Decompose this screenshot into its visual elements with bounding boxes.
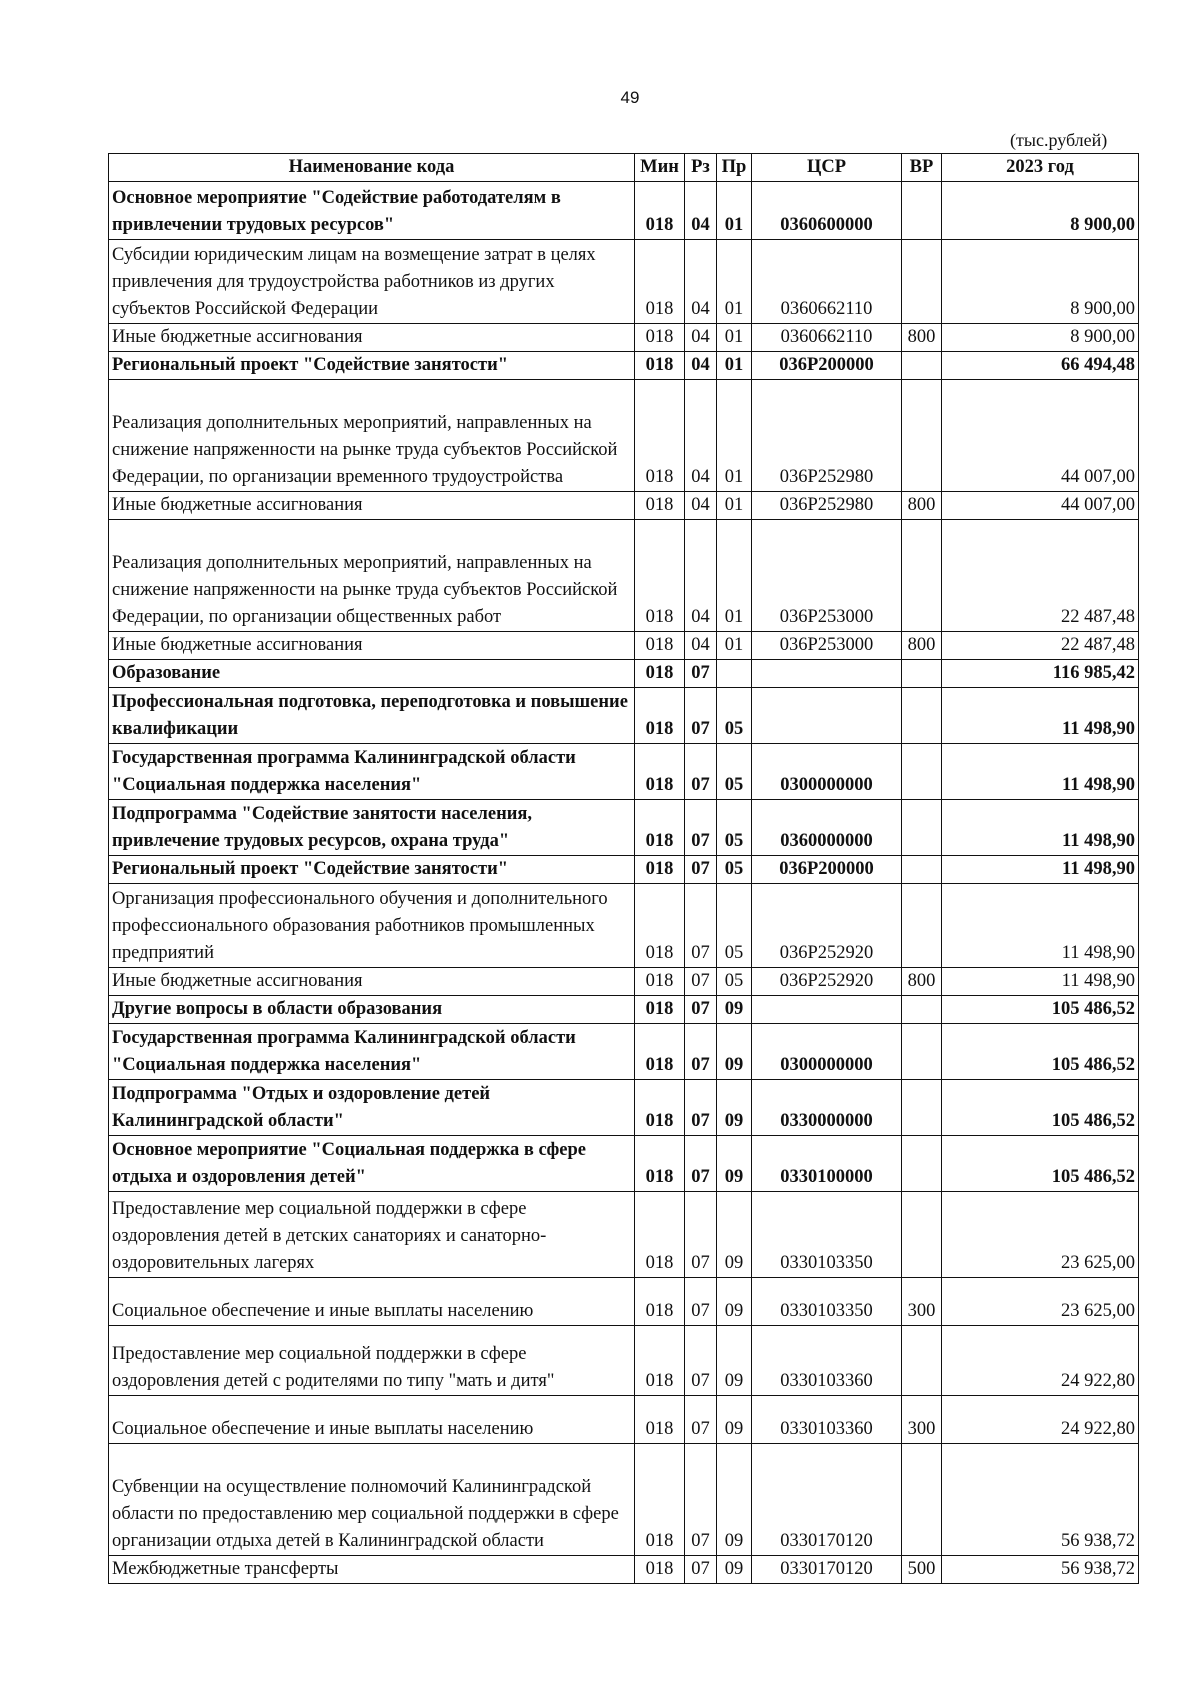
header-vr: ВР <box>902 154 942 182</box>
cell-pr: 09 <box>717 1444 752 1556</box>
cell-pr: 09 <box>717 1136 752 1192</box>
cell-amount: 11 498,90 <box>942 800 1139 856</box>
table-row <box>109 1556 1139 1584</box>
cell-csr: 036P252920 <box>752 968 902 996</box>
cell-csr: 0360662110 <box>752 324 902 352</box>
cell-min: 018 <box>635 1278 685 1326</box>
cell-csr: 0330000000 <box>752 1080 902 1136</box>
table-row <box>109 1136 1139 1192</box>
header-year: 2023 год <box>942 154 1139 182</box>
units-label: (тыс.рублей) <box>1010 130 1108 150</box>
cell-vr: 300 <box>902 1278 942 1326</box>
cell-pr: 05 <box>717 884 752 968</box>
cell-pr: 05 <box>717 688 752 744</box>
header-min: Мин <box>635 154 685 182</box>
cell-rz: 07 <box>685 1024 717 1080</box>
cell-pr: 01 <box>717 352 752 380</box>
cell-min: 018 <box>635 632 685 660</box>
cell-csr: 0330103360 <box>752 1326 902 1396</box>
cell-amount: 56 938,72 <box>942 1556 1139 1584</box>
cell-csr: 0360662110 <box>752 240 902 324</box>
table-row <box>109 744 1139 800</box>
header-pr: Пр <box>717 154 752 182</box>
cell-amount: 11 498,90 <box>942 744 1139 800</box>
cell-min: 018 <box>635 1080 685 1136</box>
cell-name: Социальное обеспечение и иные выплаты населению <box>109 1396 635 1444</box>
cell-csr: 0300000000 <box>752 744 902 800</box>
table-row <box>109 1326 1139 1396</box>
cell-min: 018 <box>635 380 685 492</box>
cell-amount: 24 922,80 <box>942 1326 1139 1396</box>
cell-vr <box>902 380 942 492</box>
cell-rz: 04 <box>685 380 717 492</box>
cell-csr: 036P252920 <box>752 884 902 968</box>
cell-pr: 01 <box>717 380 752 492</box>
cell-vr <box>902 520 942 632</box>
table-row <box>109 324 1139 352</box>
cell-pr: 05 <box>717 744 752 800</box>
cell-vr <box>902 182 942 240</box>
cell-csr: 036P252980 <box>752 380 902 492</box>
table-row <box>109 688 1139 744</box>
cell-min: 018 <box>635 884 685 968</box>
cell-rz: 04 <box>685 520 717 632</box>
table-row <box>109 1080 1139 1136</box>
cell-name: Иные бюджетные ассигнования <box>109 968 635 996</box>
cell-name: Субвенции на осуществление полномочий Калининградской области по предоставлению мер социальной поддержки в сфере организации отдыха детей в Калининградской области <box>109 1444 635 1556</box>
cell-rz: 07 <box>685 996 717 1024</box>
cell-amount: 105 486,52 <box>942 1136 1139 1192</box>
cell-rz: 07 <box>685 800 717 856</box>
cell-csr: 0360600000 <box>752 182 902 240</box>
cell-vr: 800 <box>902 968 942 996</box>
cell-amount: 23 625,00 <box>942 1278 1139 1326</box>
cell-min: 018 <box>635 324 685 352</box>
cell-rz: 07 <box>685 660 717 688</box>
cell-min: 018 <box>635 520 685 632</box>
cell-vr: 500 <box>902 1556 942 1584</box>
table-row <box>109 800 1139 856</box>
cell-amount: 105 486,52 <box>942 996 1139 1024</box>
cell-pr: 09 <box>717 1326 752 1396</box>
cell-amount: 8 900,00 <box>942 240 1139 324</box>
cell-rz: 07 <box>685 1278 717 1326</box>
cell-csr: 0330103360 <box>752 1396 902 1444</box>
cell-pr: 01 <box>717 182 752 240</box>
cell-csr <box>752 660 902 688</box>
table-row <box>109 1024 1139 1080</box>
cell-pr: 09 <box>717 1024 752 1080</box>
cell-min: 018 <box>635 744 685 800</box>
cell-rz: 04 <box>685 492 717 520</box>
header-csr: ЦСР <box>752 154 902 182</box>
budget-table <box>108 153 1139 1584</box>
cell-name: Межбюджетные трансферты <box>109 1556 635 1584</box>
cell-amount: 11 498,90 <box>942 688 1139 744</box>
cell-vr: 800 <box>902 492 942 520</box>
cell-name: Организация профессионального обучения и дополнительного профессионального образования работников промышленных предприятий <box>109 884 635 968</box>
cell-vr <box>902 856 942 884</box>
cell-amount: 105 486,52 <box>942 1080 1139 1136</box>
cell-rz: 07 <box>685 1396 717 1444</box>
table-row <box>109 884 1139 968</box>
cell-csr <box>752 996 902 1024</box>
cell-rz: 07 <box>685 1444 717 1556</box>
cell-name: Реализация дополнительных мероприятий, направленных на снижение напряженности на рынке труда субъектов Российской Федерации, по организации временного трудоустройства <box>109 380 635 492</box>
cell-vr <box>902 996 942 1024</box>
table-row <box>109 968 1139 996</box>
cell-csr: 036P253000 <box>752 520 902 632</box>
cell-rz: 07 <box>685 884 717 968</box>
cell-pr: 09 <box>717 1278 752 1326</box>
cell-vr <box>902 884 942 968</box>
cell-pr: 01 <box>717 632 752 660</box>
cell-name: Основное мероприятие "Социальная поддержка в сфере отдыха и оздоровления детей" <box>109 1136 635 1192</box>
cell-pr: 09 <box>717 1396 752 1444</box>
cell-amount: 11 498,90 <box>942 968 1139 996</box>
cell-amount: 23 625,00 <box>942 1192 1139 1278</box>
cell-vr <box>902 1326 942 1396</box>
table-row <box>109 1278 1139 1326</box>
cell-min: 018 <box>635 688 685 744</box>
header-rz: Рз <box>685 154 717 182</box>
cell-name: Субсидии юридическим лицам на возмещение затрат в целях привлечения для трудоустройства работников из других субъектов Российской Федерации <box>109 240 635 324</box>
cell-name: Подпрограмма "Содействие занятости населения, привлечение трудовых ресурсов, охрана труда" <box>109 800 635 856</box>
cell-amount: 22 487,48 <box>942 632 1139 660</box>
table-row <box>109 996 1139 1024</box>
table-row <box>109 1192 1139 1278</box>
cell-rz: 07 <box>685 856 717 884</box>
cell-pr: 01 <box>717 520 752 632</box>
cell-rz: 04 <box>685 352 717 380</box>
cell-amount: 66 494,48 <box>942 352 1139 380</box>
cell-pr: 09 <box>717 1556 752 1584</box>
cell-name: Государственная программа Калининградской области "Социальная поддержка населения" <box>109 744 635 800</box>
cell-vr <box>902 1080 942 1136</box>
cell-name: Другие вопросы в области образования <box>109 996 635 1024</box>
cell-vr <box>902 352 942 380</box>
cell-rz: 07 <box>685 744 717 800</box>
cell-vr <box>902 744 942 800</box>
cell-name: Подпрограмма "Отдых и оздоровление детей Калининградской области" <box>109 1080 635 1136</box>
table-row <box>109 352 1139 380</box>
cell-pr: 05 <box>717 968 752 996</box>
cell-name: Государственная программа Калининградской области "Социальная поддержка населения" <box>109 1024 635 1080</box>
cell-name: Иные бюджетные ассигнования <box>109 492 635 520</box>
page-number: 49 <box>620 88 640 107</box>
cell-name: Предоставление мер социальной поддержки в сфере оздоровления детей в детских санаториях и санаторно-оздоровительных лагерях <box>109 1192 635 1278</box>
table-row <box>109 520 1139 632</box>
cell-min: 018 <box>635 1444 685 1556</box>
cell-rz: 04 <box>685 632 717 660</box>
cell-vr <box>902 1136 942 1192</box>
cell-min: 018 <box>635 1192 685 1278</box>
cell-vr <box>902 240 942 324</box>
cell-name: Иные бюджетные ассигнования <box>109 632 635 660</box>
cell-csr: 0330103350 <box>752 1192 902 1278</box>
cell-name: Региональный проект "Содействие занятости" <box>109 856 635 884</box>
cell-rz: 04 <box>685 182 717 240</box>
cell-min: 018 <box>635 856 685 884</box>
cell-min: 018 <box>635 240 685 324</box>
table-row <box>109 856 1139 884</box>
cell-name: Профессиональная подготовка, переподготовка и повышение квалификации <box>109 688 635 744</box>
cell-pr: 09 <box>717 996 752 1024</box>
cell-pr: 01 <box>717 240 752 324</box>
cell-amount: 22 487,48 <box>942 520 1139 632</box>
cell-pr: 01 <box>717 492 752 520</box>
header-name: Наименование кода <box>109 154 635 182</box>
cell-min: 018 <box>635 968 685 996</box>
table-row <box>109 182 1139 240</box>
table-row <box>109 632 1139 660</box>
cell-min: 018 <box>635 996 685 1024</box>
cell-pr <box>717 660 752 688</box>
cell-min: 018 <box>635 1326 685 1396</box>
cell-vr: 300 <box>902 1396 942 1444</box>
cell-min: 018 <box>635 800 685 856</box>
cell-csr: 0360000000 <box>752 800 902 856</box>
cell-amount: 56 938,72 <box>942 1444 1139 1556</box>
cell-rz: 04 <box>685 324 717 352</box>
cell-amount: 44 007,00 <box>942 380 1139 492</box>
cell-name: Социальное обеспечение и иные выплаты населению <box>109 1278 635 1326</box>
cell-vr <box>902 1444 942 1556</box>
cell-min: 018 <box>635 660 685 688</box>
cell-vr: 800 <box>902 632 942 660</box>
cell-rz: 07 <box>685 1080 717 1136</box>
table-header-row <box>109 154 1139 182</box>
cell-vr: 800 <box>902 324 942 352</box>
table-row <box>109 660 1139 688</box>
table-row <box>109 240 1139 324</box>
cell-rz: 04 <box>685 240 717 324</box>
cell-vr <box>902 688 942 744</box>
cell-min: 018 <box>635 1396 685 1444</box>
cell-csr: 036P252980 <box>752 492 902 520</box>
cell-csr: 0330100000 <box>752 1136 902 1192</box>
cell-rz: 07 <box>685 1326 717 1396</box>
cell-csr: 0300000000 <box>752 1024 902 1080</box>
cell-amount: 105 486,52 <box>942 1024 1139 1080</box>
table-row <box>109 492 1139 520</box>
cell-rz: 07 <box>685 1136 717 1192</box>
cell-name: Реализация дополнительных мероприятий, направленных на снижение напряженности на рынке труда субъектов Российской Федерации, по организации общественных работ <box>109 520 635 632</box>
cell-vr <box>902 660 942 688</box>
cell-rz: 07 <box>685 1556 717 1584</box>
cell-amount: 44 007,00 <box>942 492 1139 520</box>
cell-vr <box>902 800 942 856</box>
cell-csr: 036P200000 <box>752 352 902 380</box>
cell-min: 018 <box>635 1556 685 1584</box>
cell-pr: 05 <box>717 800 752 856</box>
cell-vr <box>902 1192 942 1278</box>
cell-rz: 07 <box>685 968 717 996</box>
cell-vr <box>902 1024 942 1080</box>
cell-amount: 8 900,00 <box>942 182 1139 240</box>
cell-csr: 0330170120 <box>752 1444 902 1556</box>
cell-amount: 11 498,90 <box>942 856 1139 884</box>
cell-min: 018 <box>635 352 685 380</box>
cell-csr: 0330103350 <box>752 1278 902 1326</box>
cell-csr: 036P253000 <box>752 632 902 660</box>
cell-amount: 24 922,80 <box>942 1396 1139 1444</box>
cell-min: 018 <box>635 1136 685 1192</box>
cell-csr <box>752 688 902 744</box>
cell-pr: 05 <box>717 856 752 884</box>
cell-pr: 01 <box>717 324 752 352</box>
cell-csr: 0330170120 <box>752 1556 902 1584</box>
cell-pr: 09 <box>717 1080 752 1136</box>
cell-min: 018 <box>635 492 685 520</box>
cell-min: 018 <box>635 1024 685 1080</box>
cell-rz: 07 <box>685 1192 717 1278</box>
cell-min: 018 <box>635 182 685 240</box>
table-row <box>109 1396 1139 1444</box>
table-body <box>109 182 1139 1584</box>
cell-name: Основное мероприятие "Содействие работодателям в привлечении трудовых ресурсов" <box>109 182 635 240</box>
cell-pr: 09 <box>717 1192 752 1278</box>
cell-rz: 07 <box>685 688 717 744</box>
table-row <box>109 1444 1139 1556</box>
cell-name: Предоставление мер социальной поддержки в сфере оздоровления детей с родителями по типу "мать и дитя" <box>109 1326 635 1396</box>
cell-amount: 116 985,42 <box>942 660 1139 688</box>
cell-name: Иные бюджетные ассигнования <box>109 324 635 352</box>
cell-amount: 11 498,90 <box>942 884 1139 968</box>
cell-name: Региональный проект "Содействие занятости" <box>109 352 635 380</box>
cell-name: Образование <box>109 660 635 688</box>
cell-csr: 036P200000 <box>752 856 902 884</box>
table-row <box>109 380 1139 492</box>
cell-amount: 8 900,00 <box>942 324 1139 352</box>
